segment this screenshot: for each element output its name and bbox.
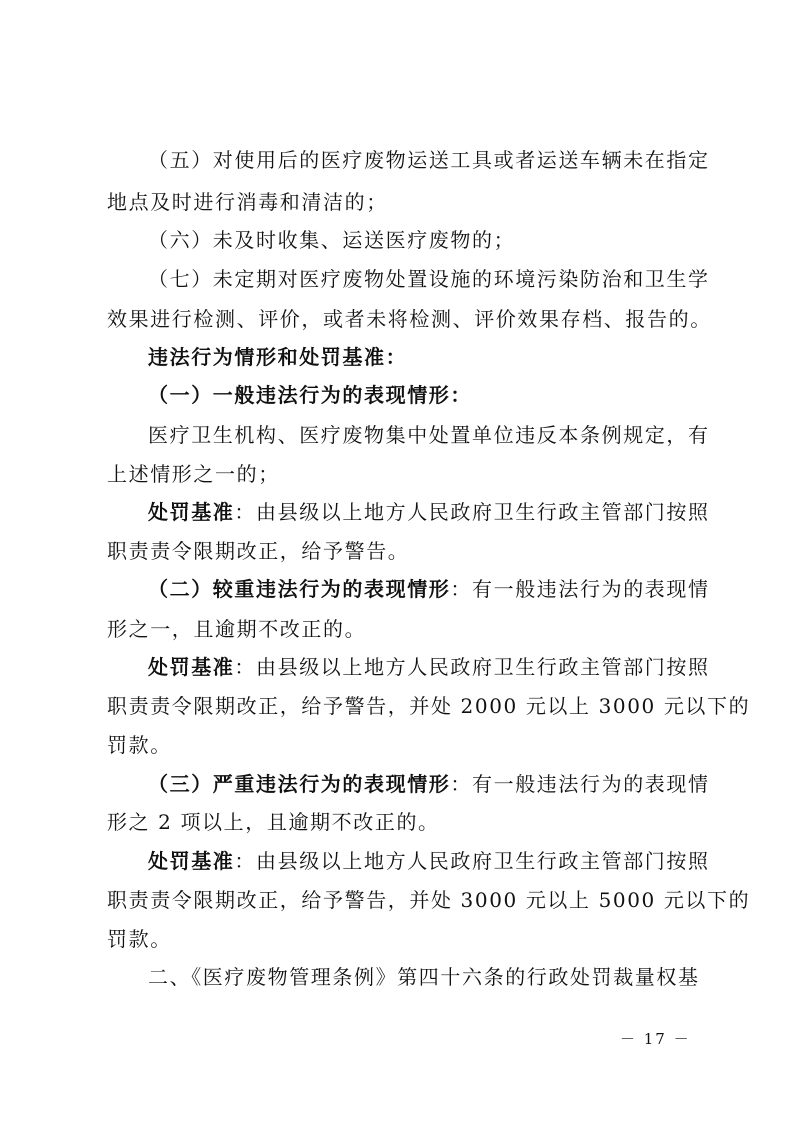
text-span: ：由县级以上地方人民政府卫生行政主管部门按照 [234, 849, 710, 873]
text-line [0, 146, 794, 174]
text-line [0, 305, 794, 333]
text-line [0, 886, 794, 914]
text-span: 形之 2 项以上，且逾期不改正的。 [107, 810, 440, 834]
text-line [0, 963, 794, 991]
text-span: 形之一，且逾期不改正的。 [107, 617, 367, 641]
text-span: 罚款。 [107, 927, 172, 951]
text-span: 效果进行检测、评价，或者未将检测、评价效果存档、报告的。 [107, 307, 712, 331]
text-line [0, 575, 794, 603]
text-line [0, 808, 794, 836]
text-span: ：有一般违法行为的表现情 [450, 577, 710, 601]
section-heading [0, 343, 794, 371]
text-line [0, 188, 794, 216]
text-span: ：由县级以上地方人民政府卫生行政主管部门按照 [234, 500, 710, 524]
text-span: 上述情形之一的； [107, 462, 280, 486]
text-line [0, 653, 794, 681]
label-bold: （二）较重违法行为的表现情形 [148, 577, 451, 601]
text-line [0, 692, 794, 720]
text-span: （六）未及时收集、运送医疗废物的； [148, 228, 516, 252]
text-line [0, 265, 794, 293]
label-bold: 处罚基准 [148, 655, 235, 679]
text-line [0, 615, 794, 643]
page-number: － 17 － [620, 1030, 691, 1048]
text-span: 罚款。 [107, 733, 172, 757]
text-span: ：有一般违法行为的表现情 [450, 772, 710, 796]
text-line [0, 925, 794, 953]
text-span: （五）对使用后的医疗废物运送工具或者运送车辆未在指定 [148, 148, 710, 172]
text-span: 职责责令限期改正，给予警告。 [107, 539, 410, 563]
text-span: （七）未定期对医疗废物处置设施的环境污染防治和卫生学 [148, 267, 710, 291]
text-line [0, 731, 794, 759]
text-span: 违法行为情形和处罚基准： [148, 345, 408, 369]
label-bold: 处罚基准 [148, 849, 235, 873]
text-span: ：由县级以上地方人民政府卫生行政主管部门按照 [234, 655, 710, 679]
text-line [0, 498, 794, 526]
text-span: （一）一般违法行为的表现情形： [148, 383, 472, 407]
label-bold: （三）严重违法行为的表现情形 [148, 772, 451, 796]
text-span: 二、《医疗废物管理条例》第四十六条的行政处罚裁量权基 [148, 965, 700, 989]
text-line [0, 537, 794, 565]
text-line [0, 847, 794, 875]
text-span: 医疗卫生机构、医疗废物集中处置单位违反本条例规定，有 [148, 423, 710, 447]
text-line [0, 770, 794, 798]
label-bold: 处罚基准 [148, 500, 235, 524]
text-span: 职责责令限期改正，给予警告，并处 2000 元以上 3000 元以下的 [107, 694, 751, 718]
subsection-heading [0, 381, 794, 409]
text-line [0, 421, 794, 449]
text-line [0, 226, 794, 254]
text-span: 地点及时进行消毒和清洁的； [107, 190, 388, 214]
text-span: 职责责令限期改正，给予警告，并处 3000 元以上 5000 元以下的 [107, 888, 751, 912]
text-line [0, 460, 794, 488]
